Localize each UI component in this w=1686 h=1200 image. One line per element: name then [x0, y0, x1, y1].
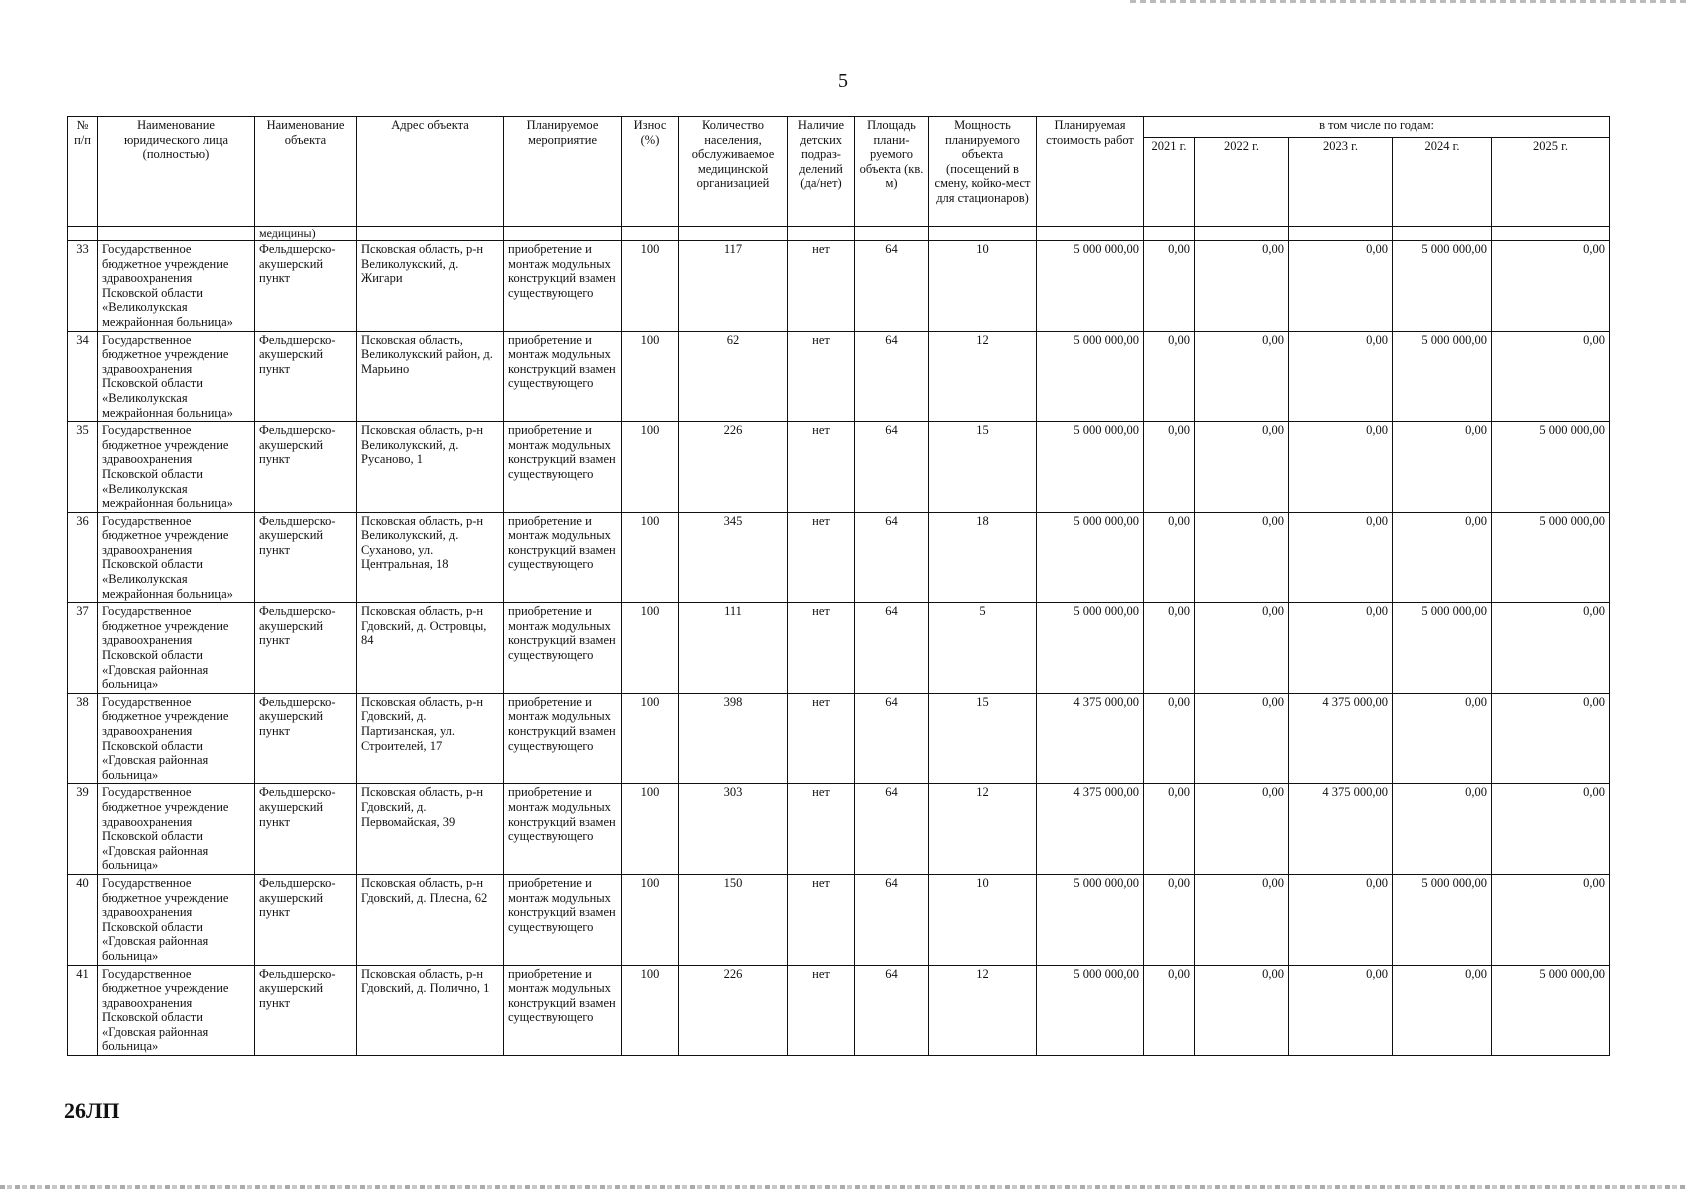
- wear-cell: 100: [622, 603, 679, 694]
- children-cell: нет: [788, 965, 855, 1056]
- header-cost: Планируемая стоимость работ: [1037, 117, 1144, 227]
- header-year-2023: 2023 г.: [1289, 138, 1393, 227]
- year-2023-cell: 0,00: [1289, 603, 1393, 694]
- year-2023-cell: 0,00: [1289, 512, 1393, 603]
- header-row: [68, 117, 1610, 138]
- object-name-cell: Фельдшерско-акушерский пункт: [255, 241, 357, 332]
- year-2025-cell: 0,00: [1492, 784, 1610, 875]
- cost-cell: 5 000 000,00: [1037, 512, 1144, 603]
- object-name-cell: Фельдшерско-акушерский пункт: [255, 965, 357, 1056]
- year-2025-cell: 5 000 000,00: [1492, 965, 1610, 1056]
- legal-name-cell: Государственное бюджетное учреждение здравоохранения Псковской области «Гдовская районная больница»: [98, 603, 255, 694]
- year-2022-cell: 0,00: [1195, 512, 1289, 603]
- object-name-cell: Фельдшерско-акушерский пункт: [255, 603, 357, 694]
- header-year-2025: 2025 г.: [1492, 138, 1610, 227]
- population-cell: 117: [679, 241, 788, 332]
- children-cell: нет: [788, 241, 855, 332]
- year-2025-cell: 0,00: [1492, 603, 1610, 694]
- year-2021-cell: 0,00: [1144, 241, 1195, 332]
- activity-cell: приобретение и монтаж модульных конструкций взамен существующего: [504, 603, 622, 694]
- year-2023-cell: 0,00: [1289, 874, 1393, 965]
- population-cell: 398: [679, 693, 788, 784]
- capacity-cell: 15: [929, 422, 1037, 513]
- row-num: 39: [68, 784, 98, 875]
- table-row: [68, 693, 1610, 784]
- year-2021-cell: 0,00: [1144, 874, 1195, 965]
- legal-name-cell: Государственное бюджетное учреждение здравоохранения Псковской области «Великолукская межрайонная больница»: [98, 512, 255, 603]
- capacity-cell: 18: [929, 512, 1037, 603]
- cost-cell: 5 000 000,00: [1037, 874, 1144, 965]
- facilities-table: [67, 116, 1610, 1056]
- year-2024-cell: 0,00: [1393, 422, 1492, 513]
- children-cell: нет: [788, 693, 855, 784]
- year-2021-cell: 0,00: [1144, 603, 1195, 694]
- row-num: 37: [68, 603, 98, 694]
- area-cell: 64: [855, 784, 929, 875]
- population-cell: 303: [679, 784, 788, 875]
- legal-name-cell: Государственное бюджетное учреждение здравоохранения Псковской области «Гдовская районная больница»: [98, 874, 255, 965]
- wear-cell: 100: [622, 422, 679, 513]
- area-cell: 64: [855, 422, 929, 513]
- object-name-cell: Фельдшерско-акушерский пункт: [255, 512, 357, 603]
- legal-name-cell: Государственное бюджетное учреждение здравоохранения Псковской области «Гдовская районная больница»: [98, 965, 255, 1056]
- header-activity: Планируемое мероприятие: [504, 117, 622, 227]
- header-year-2021: 2021 г.: [1144, 138, 1195, 227]
- capacity-cell: 5: [929, 603, 1037, 694]
- area-cell: 64: [855, 874, 929, 965]
- year-2024-cell: 0,00: [1393, 512, 1492, 603]
- children-cell: нет: [788, 874, 855, 965]
- year-2022-cell: 0,00: [1195, 422, 1289, 513]
- population-cell: 345: [679, 512, 788, 603]
- activity-cell: приобретение и монтаж модульных конструкций взамен существующего: [504, 874, 622, 965]
- table-body: [68, 241, 1610, 1056]
- header-wear: Износ (%): [622, 117, 679, 227]
- address-cell: Псковская область, р-н Гдовский, д. Островцы, 84: [357, 603, 504, 694]
- row-num: 35: [68, 422, 98, 513]
- children-cell: нет: [788, 422, 855, 513]
- year-2024-cell: 5 000 000,00: [1393, 603, 1492, 694]
- area-cell: 64: [855, 512, 929, 603]
- area-cell: 64: [855, 241, 929, 332]
- header-capacity: Мощность планируемого объекта (посещений в смену, койко-мест для стационаров): [929, 117, 1037, 227]
- children-cell: нет: [788, 512, 855, 603]
- row-num: 41: [68, 965, 98, 1056]
- header-by-years: в том числе по годам:: [1144, 117, 1610, 138]
- cost-cell: 4 375 000,00: [1037, 784, 1144, 875]
- object-name-cell: Фельдшерско-акушерский пункт: [255, 422, 357, 513]
- page-number: 5: [838, 70, 848, 92]
- address-cell: Псковская область, р-н Гдовский, д. Первомайская, 39: [357, 784, 504, 875]
- address-cell: Псковская область, Великолукский район, д. Марьино: [357, 331, 504, 422]
- table-row: [68, 512, 1610, 603]
- object-name-cell: Фельдшерско-акушерский пункт: [255, 874, 357, 965]
- wear-cell: 100: [622, 874, 679, 965]
- row-num: 34: [68, 331, 98, 422]
- capacity-cell: 10: [929, 241, 1037, 332]
- wear-cell: 100: [622, 512, 679, 603]
- table-row: [68, 874, 1610, 965]
- cost-cell: 5 000 000,00: [1037, 331, 1144, 422]
- activity-cell: приобретение и монтаж модульных конструкций взамен существующего: [504, 784, 622, 875]
- year-2022-cell: 0,00: [1195, 331, 1289, 422]
- table-row: [68, 784, 1610, 875]
- activity-cell: приобретение и монтаж модульных конструкций взамен существующего: [504, 512, 622, 603]
- header-population: Количество населения, обслуживаемое медицинской организацией: [679, 117, 788, 227]
- year-2025-cell: 0,00: [1492, 874, 1610, 965]
- year-2025-cell: 0,00: [1492, 693, 1610, 784]
- cost-cell: 4 375 000,00: [1037, 693, 1144, 784]
- year-2021-cell: 0,00: [1144, 784, 1195, 875]
- year-2024-cell: 5 000 000,00: [1393, 331, 1492, 422]
- object-name-cell: Фельдшерско-акушерский пункт: [255, 331, 357, 422]
- row-num: 38: [68, 693, 98, 784]
- year-2022-cell: 0,00: [1195, 965, 1289, 1056]
- legal-name-cell: Государственное бюджетное учреждение здравоохранения Псковской области «Гдовская районная больница»: [98, 784, 255, 875]
- activity-cell: приобретение и монтаж модульных конструкций взамен существующего: [504, 693, 622, 784]
- capacity-cell: 12: [929, 331, 1037, 422]
- year-2023-cell: 0,00: [1289, 331, 1393, 422]
- population-cell: 150: [679, 874, 788, 965]
- year-2021-cell: 0,00: [1144, 512, 1195, 603]
- address-cell: Псковская область, р-н Великолукский, д. Жигари: [357, 241, 504, 332]
- header-children: Наличие детских подраз-делений (да/нет): [788, 117, 855, 227]
- activity-cell: приобретение и монтаж модульных конструкций взамен существующего: [504, 241, 622, 332]
- year-2023-cell: 4 375 000,00: [1289, 693, 1393, 784]
- address-cell: Псковская область, р-н Гдовский, д. Плесна, 62: [357, 874, 504, 965]
- year-2022-cell: 0,00: [1195, 874, 1289, 965]
- population-cell: 62: [679, 331, 788, 422]
- header-num: № п/п: [68, 117, 98, 227]
- scan-artifact-top: [1130, 0, 1686, 3]
- cost-cell: 5 000 000,00: [1037, 603, 1144, 694]
- header-address: Адрес объекта: [357, 117, 504, 227]
- year-2021-cell: 0,00: [1144, 693, 1195, 784]
- header-year-2024: 2024 г.: [1393, 138, 1492, 227]
- year-2022-cell: 0,00: [1195, 784, 1289, 875]
- continuation-object-name: медицины): [255, 227, 357, 241]
- activity-cell: приобретение и монтаж модульных конструкций взамен существующего: [504, 422, 622, 513]
- table-row: [68, 603, 1610, 694]
- year-2023-cell: 0,00: [1289, 965, 1393, 1056]
- year-2024-cell: 0,00: [1393, 784, 1492, 875]
- table-row: [68, 965, 1610, 1056]
- year-2025-cell: 0,00: [1492, 241, 1610, 332]
- year-2024-cell: 5 000 000,00: [1393, 874, 1492, 965]
- area-cell: 64: [855, 331, 929, 422]
- year-2023-cell: 4 375 000,00: [1289, 784, 1393, 875]
- legal-name-cell: Государственное бюджетное учреждение здравоохранения Псковской области «Гдовская районная больница»: [98, 693, 255, 784]
- cost-cell: 5 000 000,00: [1037, 422, 1144, 513]
- children-cell: нет: [788, 784, 855, 875]
- capacity-cell: 10: [929, 874, 1037, 965]
- area-cell: 64: [855, 965, 929, 1056]
- year-2024-cell: 0,00: [1393, 693, 1492, 784]
- population-cell: 111: [679, 603, 788, 694]
- year-2021-cell: 0,00: [1144, 965, 1195, 1056]
- table-row: [68, 241, 1610, 332]
- footer-code: 26ЛП: [64, 1098, 120, 1123]
- address-cell: Псковская область, р-н Великолукский, д. Суханово, ул. Центральная, 18: [357, 512, 504, 603]
- capacity-cell: 15: [929, 693, 1037, 784]
- population-cell: 226: [679, 965, 788, 1056]
- year-2021-cell: 0,00: [1144, 331, 1195, 422]
- continuation-row: [68, 227, 1610, 241]
- wear-cell: 100: [622, 693, 679, 784]
- year-2022-cell: 0,00: [1195, 693, 1289, 784]
- table-row: [68, 422, 1610, 513]
- activity-cell: приобретение и монтаж модульных конструкций взамен существующего: [504, 965, 622, 1056]
- capacity-cell: 12: [929, 784, 1037, 875]
- activity-cell: приобретение и монтаж модульных конструкций взамен существующего: [504, 331, 622, 422]
- year-2024-cell: 0,00: [1393, 965, 1492, 1056]
- cost-cell: 5 000 000,00: [1037, 965, 1144, 1056]
- year-2025-cell: 0,00: [1492, 331, 1610, 422]
- wear-cell: 100: [622, 965, 679, 1056]
- row-num: 33: [68, 241, 98, 332]
- row-num: 36: [68, 512, 98, 603]
- children-cell: нет: [788, 331, 855, 422]
- year-2022-cell: 0,00: [1195, 603, 1289, 694]
- legal-name-cell: Государственное бюджетное учреждение здравоохранения Псковской области «Великолукская межрайонная больница»: [98, 241, 255, 332]
- header-area: Площадь плани-руемого объекта (кв. м): [855, 117, 929, 227]
- year-2023-cell: 0,00: [1289, 422, 1393, 513]
- address-cell: Псковская область, р-н Великолукский, д. Русаново, 1: [357, 422, 504, 513]
- capacity-cell: 12: [929, 965, 1037, 1056]
- scan-artifact-bottom: [0, 1185, 1686, 1189]
- object-name-cell: Фельдшерско-акушерский пункт: [255, 784, 357, 875]
- header-year-2022: 2022 г.: [1195, 138, 1289, 227]
- legal-name-cell: Государственное бюджетное учреждение здравоохранения Псковской области «Великолукская межрайонная больница»: [98, 331, 255, 422]
- year-2025-cell: 5 000 000,00: [1492, 512, 1610, 603]
- table-row: [68, 331, 1610, 422]
- legal-name-cell: Государственное бюджетное учреждение здравоохранения Псковской области «Великолукская межрайонная больница»: [98, 422, 255, 513]
- header-object-name: Наименование объекта: [255, 117, 357, 227]
- address-cell: Псковская область, р-н Гдовский, д. Партизанская, ул. Строителей, 17: [357, 693, 504, 784]
- header-legal-name: Наименование юридического лица (полностью): [98, 117, 255, 227]
- year-2022-cell: 0,00: [1195, 241, 1289, 332]
- area-cell: 64: [855, 603, 929, 694]
- area-cell: 64: [855, 693, 929, 784]
- year-2021-cell: 0,00: [1144, 422, 1195, 513]
- address-cell: Псковская область, р-н Гдовский, д. Полично, 1: [357, 965, 504, 1056]
- row-num: 40: [68, 874, 98, 965]
- year-2024-cell: 5 000 000,00: [1393, 241, 1492, 332]
- cost-cell: 5 000 000,00: [1037, 241, 1144, 332]
- population-cell: 226: [679, 422, 788, 513]
- year-2025-cell: 5 000 000,00: [1492, 422, 1610, 513]
- wear-cell: 100: [622, 241, 679, 332]
- year-2023-cell: 0,00: [1289, 241, 1393, 332]
- children-cell: нет: [788, 603, 855, 694]
- object-name-cell: Фельдшерско-акушерский пункт: [255, 693, 357, 784]
- wear-cell: 100: [622, 331, 679, 422]
- wear-cell: 100: [622, 784, 679, 875]
